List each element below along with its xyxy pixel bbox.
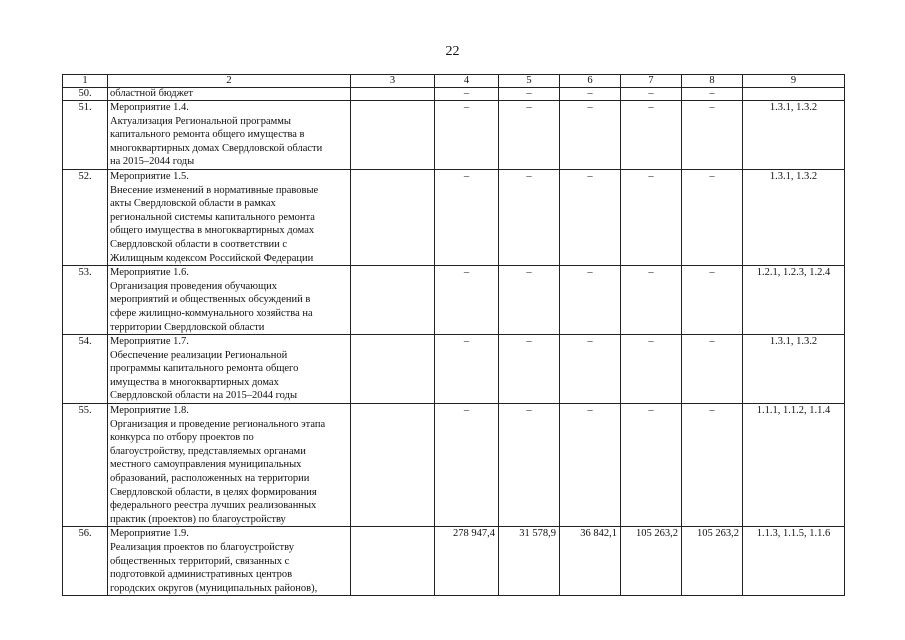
row-number: 51. <box>63 101 108 170</box>
cell-col-6: – <box>560 404 621 527</box>
cell-col-4: – <box>435 266 499 335</box>
cell-col-6: – <box>560 266 621 335</box>
cell-col-8: – <box>682 404 743 527</box>
cell-col-6: – <box>560 101 621 170</box>
header-cell-9: 9 <box>743 75 845 88</box>
description-line: Актуализация Региональной программы <box>110 115 291 127</box>
description-line: благоустройству, представляемых органами <box>110 445 306 457</box>
description-line: конкурса по отбору проектов по <box>110 432 254 444</box>
description-line: многоквартирных домах Свердловской области <box>110 142 323 154</box>
description-line: Мероприятие 1.7. <box>110 336 189 348</box>
description-line: Свердловской области на 2015–2044 годы <box>110 390 298 402</box>
cell-col-7: – <box>621 335 682 404</box>
description-line: практик (проектов) по благоустройству <box>110 513 286 525</box>
description-line: Свердловской области в соответствии с <box>110 238 288 250</box>
row-description <box>108 266 351 335</box>
row-number: 50. <box>63 88 108 101</box>
row-description <box>108 101 351 170</box>
description-line: Мероприятие 1.9. <box>110 528 189 540</box>
row-number: 53. <box>63 266 108 335</box>
header-cell-5: 5 <box>499 75 560 88</box>
cell-col-7: – <box>621 169 682 265</box>
cell-col-5: – <box>499 404 560 527</box>
description-line: региональной системы капитального ремонта <box>110 211 315 223</box>
cell-col-8: – <box>682 169 743 265</box>
header-cell-1: 1 <box>63 75 108 88</box>
description-line: Мероприятие 1.5. <box>110 170 189 182</box>
cell-col-4: – <box>435 404 499 527</box>
cell-col-9-targets: 1.1.3, 1.1.5, 1.1.6 <box>743 527 845 596</box>
description-line: подготовкой административных центров <box>110 569 293 581</box>
cell-col-3 <box>351 266 435 335</box>
table-row <box>63 101 845 170</box>
header-cell-3: 3 <box>351 75 435 88</box>
cell-col-3 <box>351 335 435 404</box>
header-cell-2: 2 <box>108 75 351 88</box>
row-description <box>108 527 351 596</box>
cell-col-6: – <box>560 169 621 265</box>
description-line: местного самоуправления муниципальных <box>110 459 302 471</box>
cell-col-8: – <box>682 101 743 170</box>
row-number: 52. <box>63 169 108 265</box>
header-row <box>63 75 845 88</box>
cell-col-9-targets: 1.3.1, 1.3.2 <box>743 101 845 170</box>
description-line: акты Свердловской области в рамках <box>110 198 276 210</box>
table-row <box>63 527 845 596</box>
description-line: имущества в многоквартирных домах <box>110 376 279 388</box>
header-cell-6: 6 <box>560 75 621 88</box>
description-line: программы капитального ремонта общего <box>110 363 299 375</box>
table-row <box>63 335 845 404</box>
cell-col-4: – <box>435 88 499 101</box>
table-row <box>63 169 845 265</box>
description-line: Организация и проведение регионального этапа <box>110 418 326 430</box>
page-number: 22 <box>445 44 460 59</box>
cell-col-8: 105 263,2 <box>682 527 743 596</box>
row-number: 55. <box>63 404 108 527</box>
cell-col-7: 105 263,2 <box>621 527 682 596</box>
description-line: сфере жилищно-коммунального хозяйства на <box>110 307 313 319</box>
description-line: Мероприятие 1.6. <box>110 267 189 279</box>
description-line: на 2015–2044 годы <box>110 156 195 168</box>
row-description <box>108 88 351 101</box>
cell-col-7: – <box>621 88 682 101</box>
cell-col-6: – <box>560 335 621 404</box>
table-row <box>63 266 845 335</box>
cell-col-3 <box>351 527 435 596</box>
description-line: территории Свердловской области <box>110 321 265 333</box>
description-line: Мероприятие 1.8. <box>110 405 189 417</box>
cell-col-4: – <box>435 335 499 404</box>
description-line: Свердловской области, в целях формирования <box>110 486 317 498</box>
row-number: 56. <box>63 527 108 596</box>
cell-col-3 <box>351 101 435 170</box>
cell-col-6: 36 842,1 <box>560 527 621 596</box>
cell-col-5: – <box>499 88 560 101</box>
cell-col-3 <box>351 404 435 527</box>
cell-col-3 <box>351 88 435 101</box>
description-line: образований, расположенных на территории <box>110 473 310 485</box>
cell-col-7: – <box>621 266 682 335</box>
cell-col-9-targets: 1.3.1, 1.3.2 <box>743 169 845 265</box>
cell-col-4: 278 947,4 <box>435 527 499 596</box>
cell-col-7: – <box>621 101 682 170</box>
description-line: Мероприятие 1.4. <box>110 102 189 113</box>
cell-col-9-targets <box>743 88 845 101</box>
cell-col-9-targets: 1.3.1, 1.3.2 <box>743 335 845 404</box>
table-row <box>63 88 845 101</box>
description-line: городских округов (муниципальных районов), <box>110 582 318 594</box>
header-cell-4: 4 <box>435 75 499 88</box>
description-line: общего имущества в многоквартирных домах <box>110 225 315 237</box>
cell-col-6: – <box>560 88 621 101</box>
cell-col-9-targets: 1.2.1, 1.2.3, 1.2.4 <box>743 266 845 335</box>
cell-col-3 <box>351 169 435 265</box>
description-line: Реализация проектов по благоустройству <box>110 542 294 553</box>
row-description <box>108 335 351 404</box>
row-description <box>108 404 351 527</box>
cell-col-4: – <box>435 101 499 170</box>
header-cell-7: 7 <box>621 75 682 88</box>
table-body <box>63 88 845 596</box>
cell-col-7: – <box>621 404 682 527</box>
cell-col-5: 31 578,9 <box>499 527 560 596</box>
cell-col-4: – <box>435 169 499 265</box>
description-line: общественных территорий, связанных с <box>110 555 290 567</box>
description-line: Обеспечение реализации Региональной <box>110 349 288 361</box>
cell-col-5: – <box>499 266 560 335</box>
description-line: Организация проведения обучающих <box>110 280 277 292</box>
cell-col-5: – <box>499 169 560 265</box>
cell-col-5: – <box>499 101 560 170</box>
cell-col-8: – <box>682 335 743 404</box>
description-line: мероприятий и общественных обсуждений в <box>110 294 311 306</box>
row-number: 54. <box>63 335 108 404</box>
program-table <box>62 74 845 596</box>
header-cell-8: 8 <box>682 75 743 88</box>
description-line: областной бюджет <box>110 88 193 99</box>
description-line: Жилищным кодексом Российской Федерации <box>110 252 314 264</box>
cell-col-5: – <box>499 335 560 404</box>
description-line: федерального реестра лучших реализованных <box>110 500 317 512</box>
description-line: Внесение изменений в нормативные правовые <box>110 184 319 196</box>
description-line: капитального ремонта общего имущества в <box>110 129 305 141</box>
cell-col-8: – <box>682 88 743 101</box>
row-description <box>108 169 351 265</box>
cell-col-9-targets: 1.1.1, 1.1.2, 1.1.4 <box>743 404 845 527</box>
table-row <box>63 404 845 527</box>
cell-col-8: – <box>682 266 743 335</box>
